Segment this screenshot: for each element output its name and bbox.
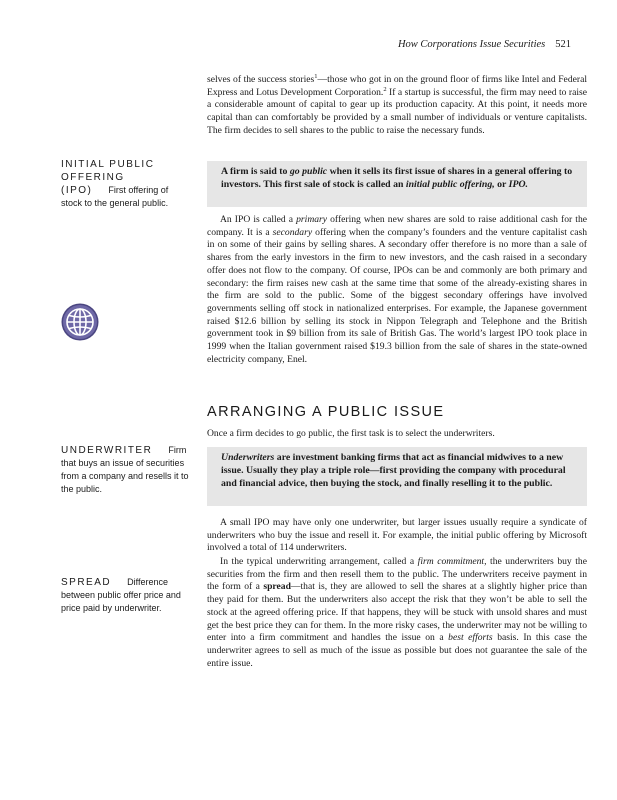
margin-definition: First offering of stock to the general public.: [61, 185, 169, 208]
globe-icon: [60, 302, 100, 342]
text-run: or: [494, 179, 509, 190]
text-run: —that is, they are allowed to sell the shares at a slightly higher price than they paid for them. But the underwriters also accept the risk that they won’t be able to sell the stock at the agreed offering price. If that happens, they will be stuck with unsold shares and must get the best price they can for them. In the more risky cases, the underwriter may not be willing to enter into a firm commitment and handles the issue on a: [207, 581, 587, 644]
margin-note-underwriter: [61, 444, 191, 496]
text-run: selves of the success stories: [207, 74, 315, 85]
emphasis: go public: [289, 166, 328, 177]
margin-term: SPREAD: [61, 577, 112, 588]
text-run: In the typical underwriting arrangement, called a: [220, 556, 418, 567]
footnote-ref: 2: [383, 85, 387, 93]
text-run: when it sells its first issue of shares in a general offering to investors. This first sale of stock is called an: [221, 166, 573, 190]
text-run: If a startup is successful, the firm may need to raise a considerable amount of capital to gear up its production capacity. At this point, it needs more capital than can comfortably be provided by a small number of individuals or venture capitalists. The firm decides to sell shares to the public to raise the necessary funds.: [207, 86, 587, 136]
emphasis: secondary: [272, 226, 313, 238]
section-heading: ARRANGING A PUBLIC ISSUE: [207, 404, 445, 420]
emphasis: initial public offering,: [405, 179, 495, 190]
text-run: offering when new shares are sold to raise additional cash for the company. It is a: [207, 214, 587, 238]
text-run: A small IPO may have only one underwriter, but larger issues usually require a syndicate of underwriters who buy the issue and resell it. For example, the initial public offering by Microsoft involved a total of 114 underwriters.: [207, 517, 587, 554]
emphasis: primary: [296, 214, 328, 225]
text-run: offering when the company’s founders and the venture capitalist cash in on some of their gains by selling shares. A secondary offer therefore is no more than a sale of shares from the early investors in the firm to new investors, and the cash raised in a secondary offer does not flow to the company. Of course, IPOs can be and commonly are both primary and secondary: the firm raises new cash at the same time that some of the already-existing shares in the firm are sold to the public. Some of the biggest secondary offerings have involved governments selling off stock in nationalized enterprises. For example, the Japanese government raised $12.6 billion by selling its stock in Nippon Telegraph and Telephone and the British government took in $9 billion from its sale of British Gas. The world’s largest IPO took place in 1999 when the Italian government raised $19.3 billion from the sale of shares in the state-owned electricity company, Enel.: [207, 226, 587, 365]
text-run: are investment banking firms that act as financial midwives to a new issue. Usually they play a triple role—first providing the company with procedural and financial advice, then buying the stock, and finally reselling it to the public.: [221, 452, 566, 489]
body-paragraph: [207, 556, 587, 670]
emphasis: IPO.: [508, 179, 528, 190]
text-run: Once a firm decides to go public, the first task is to select the underwriters.: [207, 428, 495, 439]
margin-term: UNDERWRITER: [61, 445, 153, 456]
text-run: —those who got in on the ground floor of firms like Intel and Federal Express and Lotus Development Corporation.: [207, 74, 587, 98]
running-header: [398, 39, 571, 50]
margin-note-ipo: [61, 158, 191, 210]
emphasis: best efforts: [448, 632, 493, 644]
footnote-ref: 1: [314, 72, 318, 80]
running-title: How Corporations Issue Securities: [397, 39, 546, 50]
emphasis: firm commitment,: [417, 556, 487, 567]
key-concept-box: [207, 161, 587, 207]
margin-note-spread: [61, 576, 191, 615]
key-term: spread: [263, 581, 291, 593]
emphasis: Underwriters: [221, 452, 275, 463]
body-paragraph: [207, 214, 587, 366]
text-run: An IPO is called a: [220, 214, 297, 225]
text-run: the underwriters buy the securities from the firm and then resell them to the public. The underwriters receive payment in the form of a: [207, 556, 587, 593]
margin-definition: Firm that buys an issue of securities from a company and resells it to the public.: [61, 445, 189, 494]
text-run: A firm is said to: [221, 166, 290, 177]
body-paragraph: [207, 428, 587, 441]
key-concept-box: [207, 447, 587, 506]
body-paragraph: [207, 517, 587, 555]
page-number: 521: [555, 39, 571, 50]
margin-definition: Difference between public offer price and price paid by underwriter.: [61, 577, 181, 613]
margin-term: INITIAL PUBLIC OFFERING (IPO): [61, 159, 155, 196]
text-run: basis. In this case the underwriter agrees to sell as much of the issue as possible but does not guarantee the sale of the entire issue.: [207, 632, 588, 669]
body-paragraph: [207, 74, 587, 138]
